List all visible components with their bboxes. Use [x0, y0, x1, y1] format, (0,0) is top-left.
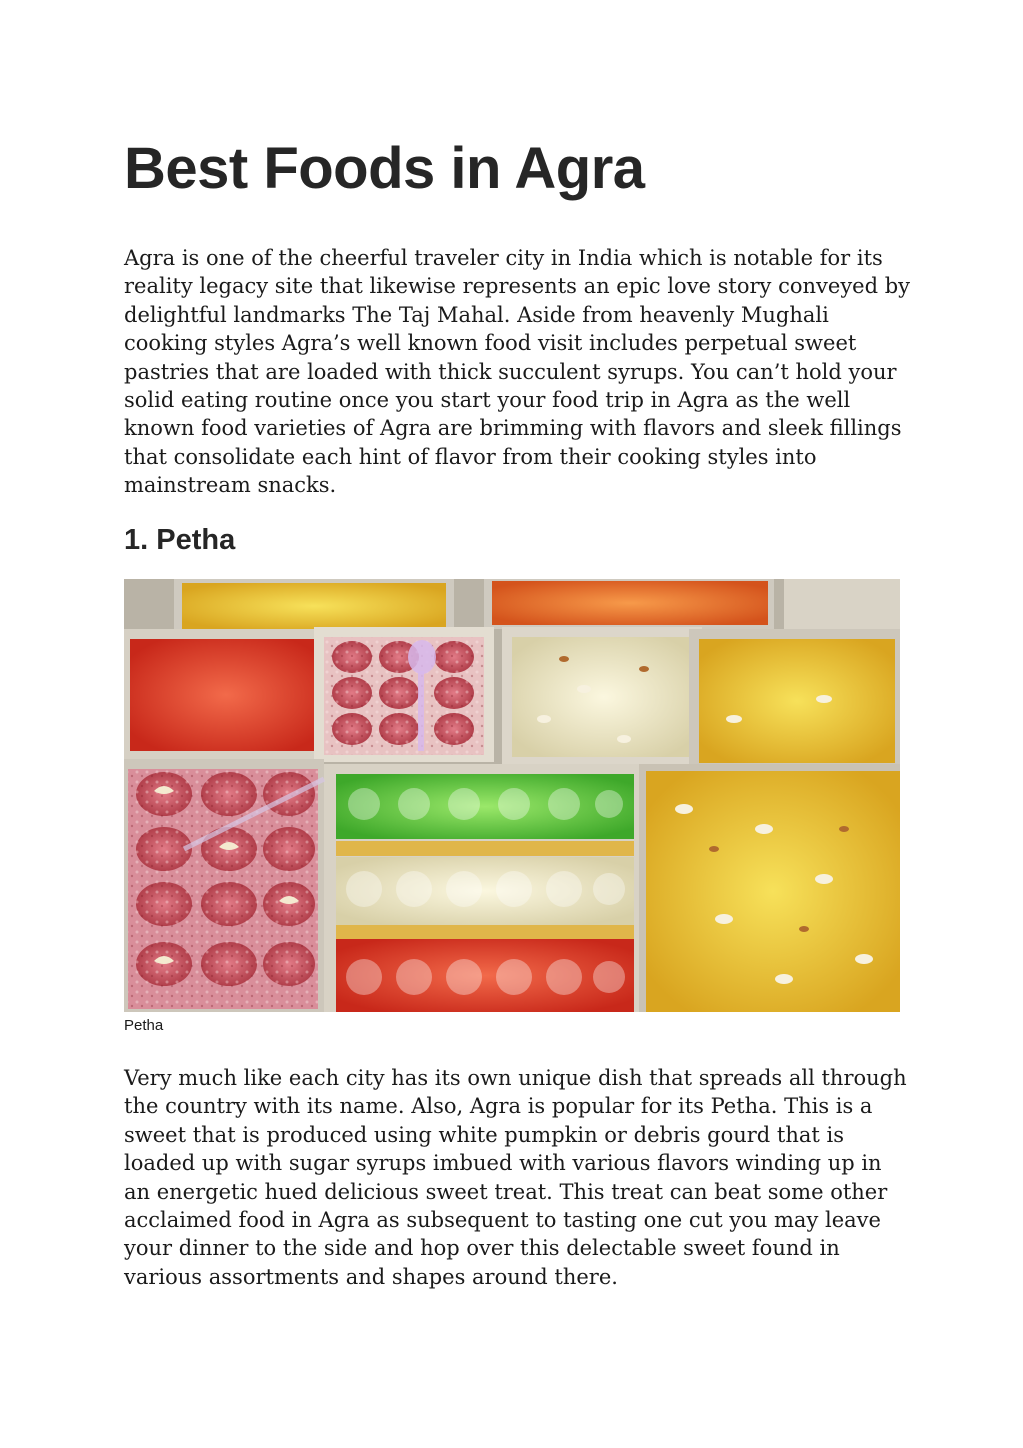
section-heading-petha: 1. Petha — [124, 524, 236, 556]
image-caption: Petha — [124, 1017, 164, 1034]
page-title: Best Foods in Agra — [124, 136, 645, 201]
intro-paragraph: Agra is one of the cheerful traveler city in India which is notable for its reality legacy site that likewise represents an epic love story conveyed by delightful landmarks The Taj Mahal. Aside from heavenly Mughali cooking styles Agra’s well known food visit includes perpetual sweet pastries that are loaded with thick succulent syrups. You can’t hold your solid eating routine once you start your food trip in Agra as the well known food varieties of Agra are brimming with flavors and sleek fillings that consolidate each hint of flavor from their cooking styles into mainstream snacks. — [124, 246, 911, 498]
petha-photo — [124, 579, 900, 1012]
petha-body-paragraph: Very much like each city has its own unique dish that spreads all through the country with its name. Also, Agra is popular for its Petha. This is a sweet that is produced using white pumpkin or debris gourd that is loaded up with sugar syrups imbued with various flavors winding up in an energetic hued delicious sweet treat. This treat can beat some other acclaimed food in Agra as subsequent to tasting one cut you may leave your dinner to the side and hop over this delectable sweet found in various assortments and shapes around there. — [124, 1066, 907, 1289]
